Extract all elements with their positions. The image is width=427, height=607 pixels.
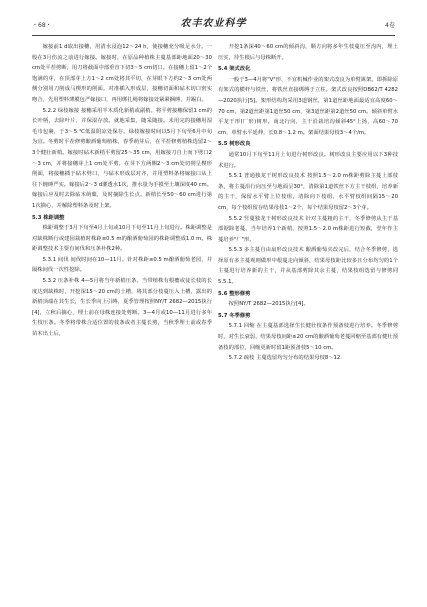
paragraph: 按照NY/T 2682—2015执行[4]。 <box>228 301 309 308</box>
left-column <box>32 42 212 340</box>
paragraph: 5.2.2 绿枝嫁接 接穗采用半木质化新梢或副梢。将平剪接穗保留1 cm的长叶柄，去除叶片，并保湿存放。就地采集，随采随接。未用完的接穗用湿毛巾包裹，于3～5 ℃低温阴凉处保存。绿枝嫁接时间以5月下旬至6月中旬为宜。冬剪时平茬修剪酿酒葡萄植株，春季萌芽后，在平茬修剪植株选留2～3个健壮新梢。嫁接时砧木新梢平剪留25～35 cm，用嫁接刀自上而下劈口2～3 cm，并将接穗芽上1 cm处平剪，在芽下方两侧2～3 cm处切削呈楔形削面，将接穗插于砧木劈口，与砧木形成层对齐，并用塑料条将嫁接口从上往下缠缚严实。嫁接后2～3 d灌透水1次，推水量为手摸至土壤深度40 cm。嫁接后应及时去除砧木萌蘖，及时摘除生长点。新梢长至50～60 cm进行第1次摘心，并解除塑料条及时上架。 <box>32 107 212 209</box>
header-rule <box>32 35 395 36</box>
paragraph: 5.7.2 疏枝 主蔓选留均匀分布的结果母枝8～12 <box>228 355 341 362</box>
right-column <box>218 42 398 364</box>
section-heading: 5.5 树形改良 <box>218 141 251 148</box>
section-heading: 5.4 架式改化 <box>218 66 251 73</box>
section-heading: 5.3 株距调整 <box>32 214 65 221</box>
journal-title: 农丰农业科学 <box>180 18 247 29</box>
paragraph: 嫁接前1 d取出接穗，用清水浸泡12～24 h，使接穗充分吸足水分。一般在3月伤流之前进行嫁接。嫁接时，在原品种植株主蔓基部距地面20～30 cm处平茬剪断，用刀将截面中部垂直下切3～5 cm切口。在接穗上留1～2个饱满的芽，在顶部芽上方1～2 cm处将其平切，在芽眼下方约2～3 cm处两侧分别用刀削成马楔形的削面。对准插入形成层，接穗切面和砧木切口密实吻合，先用塑料薄膜包严嫁接口，再用绑扎绳将嫁接处紧紧捆缚，并踢白。 <box>32 44 212 103</box>
paragraph: 通常10月下旬至11月上旬进行树形改良。树形改良主要应用以下3种技术进行。 <box>218 151 398 169</box>
paragraph: 开挖1条深40～60 cm的倾斜沟，顺方向将多年生枝蔓压至沟内，埋土压实，待生根后与母株断开。 <box>218 44 398 61</box>
section-heading: 5.6 整形修剪 <box>218 290 251 297</box>
paragraph: 5.5.3 多主蔓自由扇形改良技术 酿酒葡萄夹改完后，结合冬季修剪，选择原有多主蔓观则做形中根蔓走向倾斜，结果母枝距比较多且分布均匀的1个主蔓进行培养新的主干，并从基部剪除其余主蔓，结果枝组选留与修剪同5.5.1。 <box>218 247 398 286</box>
paragraph: 一般于3—4月将"V"形、不宜机械作业的架式改良为单臂篱架。即拆除原有架式的横杆与铁丝，将铁丝直接绑缚于立柱。架式改良按照DB62/T 4282—2020执行[5]。架形结构均采用3道钢丝，第1道丝距地面最适宜高度60～70 cm，第2道丝距第1道丝50 cm，第3道丝距第2道丝50 cm。倾斜单臂水平龙干形(厂形)树形。南北行向，主干沿栽培沟倾斜45°上扬，高60～70 cm，单臂水平延伸，长0.8～1.2 m。架面结果母枝3～4个/m。 <box>218 76 398 136</box>
issue-label: 4卷 <box>385 22 395 29</box>
page-number: ・68・ <box>32 22 52 29</box>
paragraph: 5.5.2 竖蔓独龙干树形改良技术 针对主蔓粗的主干，冬季修剪从主干基部锯除老蔓，当年培养1个新梢，按照1.5～2.0 m株距进行短截，翌年作主蔓培养"厂"形。 <box>218 215 398 243</box>
paragraph: 5.5.1 普通独龙干树形改良技术 按照1.5～2.0 m株距剪除主蔓上部枝条，将主蔓沿行向压至与地面呈30°，清除第1道铁丝下方主干枝组，培养新的主干，保留水平臂上位枝组，清除向下枝组，水平臂枝组间隔15～20 cm，每个枝组留存结果母枝1～2个，每个结果母枝留2～3个芽。 <box>218 173 398 211</box>
paragraph: 株距调整于3月下旬至4月上旬或10月下旬至11月上旬进行。株距调整是对缺株断行或建园栽植时株距≤0.5 m的酿酒葡萄园的株距调整成1.0 m。株距调整技术主要有间伐和压条补株2种。 <box>32 225 212 253</box>
paragraph: 5.3.2 压条补株 4—5月将当年新梢压条。当带植株有根瘿或徒长枝的长度达到缺株时，开挖深15～20 cm的土槽，将其部分枝蔓压入土槽，露出的新梢顶端在其生长，生长季向上引缚，夏季管理按照NY/T 2682—2015执行[4]，立秋后摘心，埋土前在母株连接处剪断。3—4月或10—11月进行多年生枝压条。冬季将带株合适位置的枝条或者主蔓长剪，当秋季埋土前或春季苗木出土后， <box>32 278 212 338</box>
paragraph: 5.3.1 间伐 间伐时间在10—11月。针对株距≤0.5 m酿酒葡萄老园，并隔株间伐一次性挖除。 <box>32 256 212 274</box>
section-heading: 5.7 冬季修剪 <box>218 312 251 319</box>
paragraph: 5.7.1 回缩 在主蔓基部选择生长健壮枝条作预备枝进行培养。冬季修剪时，对生长衰弱、结果母枝间距≥20 cm的酿酒葡萄老蔓回缩至基部有健壮预备枝的部位，回缩更新时留1距预备枝5～10 cm。 <box>218 323 398 351</box>
page-header <box>32 14 395 34</box>
